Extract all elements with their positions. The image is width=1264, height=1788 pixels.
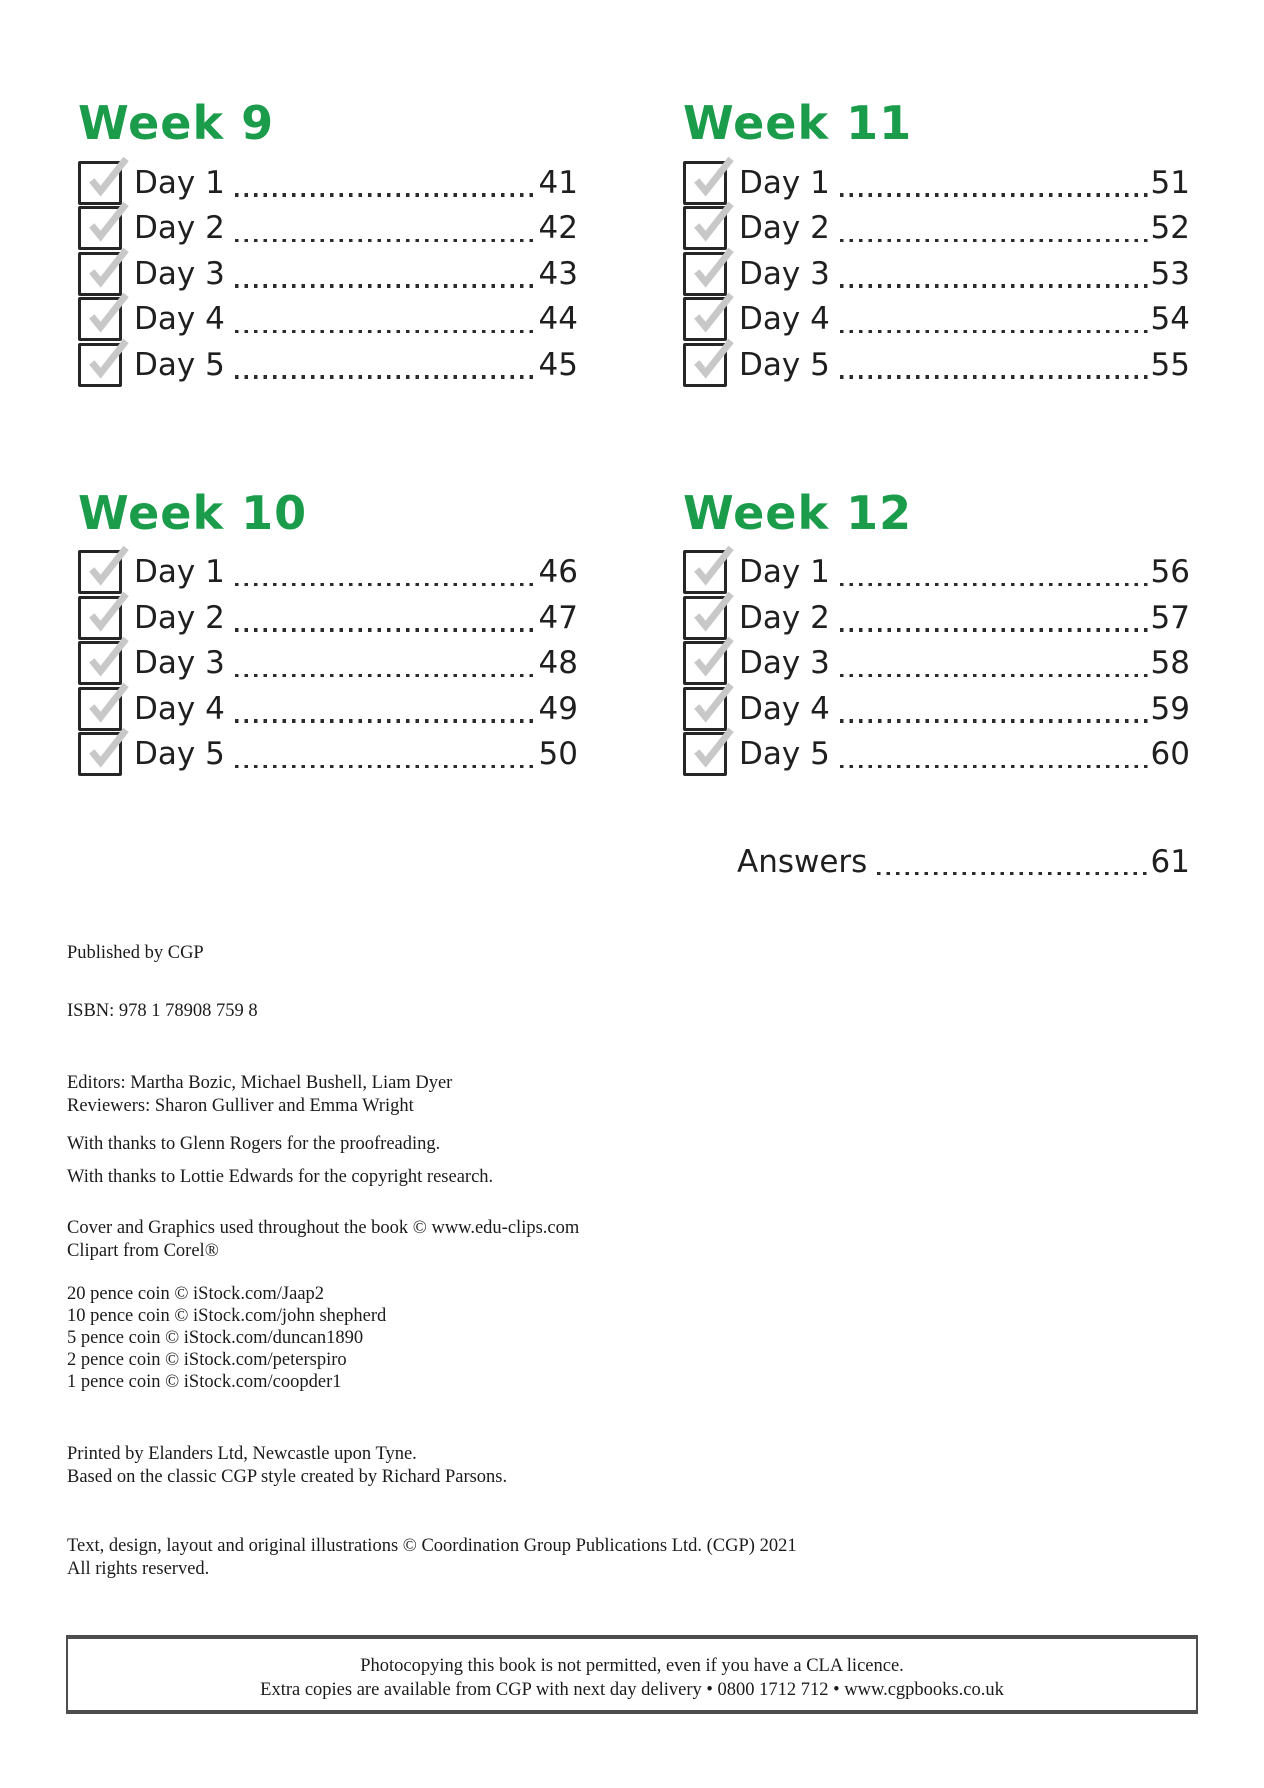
page-number: 52 [1150,210,1190,247]
day-label: Day 4 [739,690,830,727]
day-label: Day 2 [134,210,225,247]
page-number: 61 [1150,843,1190,880]
page-number: 44 [538,301,578,338]
toc-column-left [78,96,578,777]
day-label: Day 3 [134,645,225,682]
coin-credit-line: 20 pence coin © iStock.com/Jaap2 [67,1284,325,1304]
coin-credit-line: 1 pence coin © iStock.com/coopder1 [67,1372,342,1392]
day-label: Day 3 [739,255,830,292]
page-number: 58 [1150,645,1190,682]
answers-label: Answers [737,843,868,880]
dotted-leader [840,193,1148,197]
page-number: 42 [538,210,578,247]
toc-row [683,251,1190,297]
checkbox-checked-icon [78,297,122,341]
week-9-section [78,96,578,388]
page-number: 60 [1150,736,1190,773]
page-number: 53 [1150,255,1190,292]
thanks-proofreading: With thanks to Glenn Rogers for the proofreading. [67,1134,441,1154]
toc-row [683,686,1190,732]
day-label: Day 1 [134,164,225,201]
day-label: Day 4 [134,301,225,338]
extra-copies-line: Extra copies are available from CGP with next day delivery • 0800 1712 712 • www.cgpbooks.co.uk [260,1680,1004,1700]
day-label: Day 2 [739,210,830,247]
page-number: 57 [1150,599,1190,636]
coin-credit-line: 10 pence coin © iStock.com/john shepherd [67,1306,387,1326]
toc-row [683,342,1190,388]
week-9-title: Week 9 [78,96,275,150]
answers-row [683,839,1190,884]
dotted-leader [840,719,1148,723]
checkbox-checked-icon [683,343,727,387]
page-number: 55 [1150,346,1190,383]
dotted-leader [235,583,536,587]
checkbox-checked-icon [78,732,122,776]
page-number: 51 [1150,164,1190,201]
coin-credit-line: 5 pence coin © iStock.com/duncan1890 [67,1328,364,1348]
week-12-title: Week 12 [683,485,913,540]
checkbox-checked-icon [78,550,122,594]
toc-row [683,641,1190,687]
toc-column-right [683,96,1190,884]
copyright-notice [67,1535,827,1581]
toc-row [78,641,578,687]
page-number: 56 [1150,554,1190,591]
page-number: 46 [538,554,578,591]
week-11-title: Week 11 [683,96,913,150]
day-label: Day 1 [739,554,830,591]
toc-row [78,206,578,252]
colophon [67,942,827,1581]
cover-credit [67,1217,827,1263]
cover-line: Cover and Graphics used throughout the book © www.edu-clips.com [67,1218,580,1238]
page-number: 48 [538,645,578,682]
page-number: 50 [538,736,578,773]
dotted-leader [235,239,536,243]
dotted-leader [235,765,536,769]
isbn: ISBN: 978 1 78908 759 8 [67,1001,258,1021]
checkbox-checked-icon [683,596,727,640]
toc-row [78,342,578,388]
photocopying-notice-box [66,1635,1198,1714]
dotted-leader [840,239,1148,243]
dotted-leader [235,193,536,197]
editors-reviewers [67,1072,827,1118]
dotted-leader [840,284,1148,288]
thanks-copyright-research: With thanks to Lottie Edwards for the copyright research. [67,1167,494,1187]
editors-line: Editors: Martha Bozic, Michael Bushell, Liam Dyer [67,1073,453,1093]
toc-row [683,550,1190,596]
based-on-line: Based on the classic CGP style created by Richard Parsons. [67,1467,508,1487]
checkbox-checked-icon [683,252,727,296]
published-by: Published by CGP [67,943,204,963]
dotted-leader [235,330,536,334]
day-label: Day 5 [134,736,225,773]
checkbox-checked-icon [78,252,122,296]
day-label: Day 5 [134,346,225,383]
dotted-leader [235,674,536,678]
checkbox-checked-icon [683,550,727,594]
toc-row [683,160,1190,206]
day-label: Day 2 [134,599,225,636]
toc-row [78,297,578,343]
checkbox-checked-icon [683,161,727,205]
checkbox-checked-icon [78,206,122,250]
week-11-section [683,96,1190,388]
day-label: Day 4 [134,690,225,727]
week-10-section [78,485,578,778]
dotted-leader [235,284,536,288]
dotted-leader [235,628,536,632]
checkbox-checked-icon [683,732,727,776]
dotted-leader [235,375,536,379]
coin-credits [67,1283,827,1393]
dotted-leader [840,375,1148,379]
checkbox-checked-icon [683,297,727,341]
checkbox-checked-icon [78,641,122,685]
checkbox-checked-icon [683,641,727,685]
day-label: Day 3 [739,645,830,682]
week-10-title: Week 10 [78,485,308,540]
day-label: Day 2 [739,599,830,636]
coin-credit-line: 2 pence coin © iStock.com/peterspiro [67,1350,347,1370]
toc-row [683,595,1190,641]
printed-line: Printed by Elanders Ltd, Newcastle upon Tyne. [67,1444,417,1464]
dotted-leader [877,872,1147,876]
toc-row [78,686,578,732]
day-label: Day 5 [739,346,830,383]
printer-info [67,1443,827,1489]
toc-row [683,732,1190,778]
dotted-leader [235,719,536,723]
clipart-line: Clipart from Corel® [67,1241,219,1261]
dotted-leader [840,583,1148,587]
checkbox-checked-icon [78,596,122,640]
day-label: Day 1 [134,554,225,591]
toc-row [683,297,1190,343]
toc-row [78,550,578,596]
dotted-leader [840,674,1148,678]
day-label: Day 3 [134,255,225,292]
checkbox-checked-icon [683,206,727,250]
dotted-leader [840,765,1148,769]
toc-row [78,595,578,641]
checkbox-checked-icon [683,687,727,731]
toc-row [78,251,578,297]
page-number: 43 [538,255,578,292]
toc-row [78,732,578,778]
rights-line: All rights reserved. [67,1559,210,1579]
toc-row [78,160,578,206]
reviewers-line: Reviewers: Sharon Gulliver and Emma Wright [67,1096,414,1116]
page-number: 49 [538,690,578,727]
dotted-leader [840,330,1148,334]
page-number: 47 [538,599,578,636]
copyright-line: Text, design, layout and original illustrations © Coordination Group Publications Ltd. (CGP) 2021 [67,1536,797,1556]
dotted-leader [840,628,1148,632]
checkbox-checked-icon [78,687,122,731]
checkbox-checked-icon [78,343,122,387]
day-label: Day 4 [739,301,830,338]
page-number: 54 [1150,301,1190,338]
page-number: 59 [1150,690,1190,727]
toc-row [683,206,1190,252]
week-12-section [683,485,1190,778]
photocopying-line: Photocopying this book is not permitted, even if you have a CLA licence. [360,1656,904,1676]
day-label: Day 5 [739,736,830,773]
page-number: 41 [538,164,578,201]
day-label: Day 1 [739,164,830,201]
checkbox-checked-icon [78,161,122,205]
page-number: 45 [538,346,578,383]
